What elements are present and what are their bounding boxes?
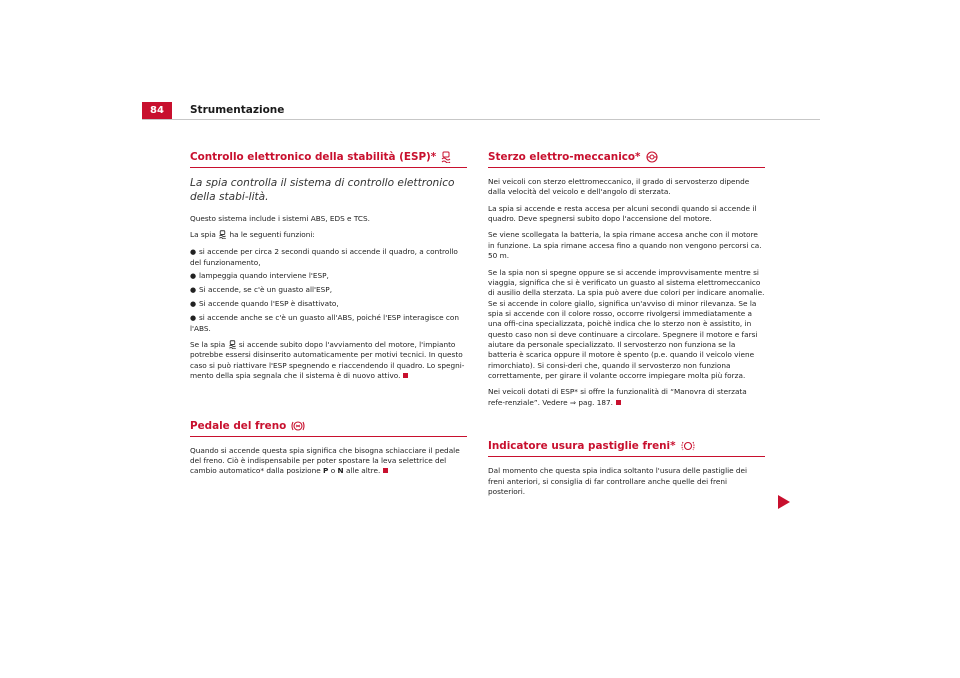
brake-pedal-icon xyxy=(290,420,306,432)
section-spacer xyxy=(488,414,765,440)
steering-warning-icon xyxy=(645,151,659,163)
section-end-icon xyxy=(403,373,408,378)
brake-section-title xyxy=(190,420,467,437)
header-rule xyxy=(142,119,820,120)
esp-paragraph-2 xyxy=(190,230,467,240)
esp-p2-start: La spia xyxy=(190,230,216,240)
brake-pad-wear-icon xyxy=(680,440,696,452)
bullet-icon: ● xyxy=(190,313,197,322)
brake-paragraph-1 xyxy=(190,446,467,477)
brake-p1-end: alle altre. xyxy=(345,466,381,476)
list-item-text: si accende per circa 2 secondi quando si accende il quadro, a controllo del funzionamento, xyxy=(190,246,458,267)
list-item-text: si accende anche se c'è un guasto all'ABS, poiché l'ESP interagisce con l'ABS. xyxy=(190,312,460,333)
esp-p3-start: Se la spia xyxy=(190,340,226,350)
section-end-icon xyxy=(383,468,388,473)
esp-warning-icon xyxy=(218,230,227,239)
steering-title-text: Sterzo elettro-meccanico* xyxy=(488,151,641,163)
esp-lead: La spia controlla il sistema di controllo elettronico della stabi-lità. xyxy=(190,177,455,203)
list-item xyxy=(190,247,467,268)
right-column xyxy=(488,151,765,503)
steering-section-title xyxy=(488,151,765,168)
next-page-arrow-icon[interactable] xyxy=(778,495,790,509)
bullet-icon: ● xyxy=(190,299,197,308)
esp-section-title xyxy=(190,151,467,168)
esp-paragraph-3 xyxy=(190,340,467,381)
gear-p-label: P xyxy=(323,466,329,476)
pads-paragraph-1: Dal momento che questa spia indica soltanto l'usura delle pastiglie dei freni anteriori, si consiglia di far controllare anche quelle dei freni posteriori. xyxy=(488,466,748,496)
page-number: 84 xyxy=(142,102,172,119)
bullet-icon: ● xyxy=(190,247,197,256)
gear-n-label: N xyxy=(337,466,344,476)
steering-paragraph-5 xyxy=(488,387,765,408)
left-column xyxy=(190,151,467,483)
brake-title-text: Pedale del freno xyxy=(190,419,287,432)
brake-p1-text: Quando si accende questa spia significa che bisogna schiacciare il pedale del freno. Ciò è indispensabile per poter spostare la leva selettrice del cambio automatico* dalla posizione xyxy=(190,445,460,476)
list-item-text: Si accende, se c'è un guasto all'ESP, xyxy=(199,284,333,294)
list-item xyxy=(190,271,467,282)
pads-section-title xyxy=(488,440,765,457)
pads-title-text: Indicatore usura pastiglie freni* xyxy=(488,440,676,453)
steering-paragraph-4: Se la spia non si spegne oppure se si accende improvvisamente mentre si viaggia, significa che si è verificato un guasto al sistema elettromeccanico di ausilio della sterzata. La spia può avere due colori per indicare anomalie. Se si accende in colore giallo, significa un'avviso di minor rilevanza. Se la spia si accende con il colore rosso, occorre rivolgersi immediatamente a una offi-cina specializzata, poichè indica che lo sterzo non è assistito, in questo caso non si deve continuare a circolare. Spegnere il motore e farsi aiutare da personale specializzato. Il servosterzo non funziona se la batteria è scarica oppure il motore è spento (p.e. quando il veicolo viene rimorchiato). Si consi-deri che, quando il servosterzo non funziona correttamente, per girare il volante occorre impiegare molta più forza. xyxy=(488,267,765,381)
list-item-text: lampeggia quando interviene l'ESP, xyxy=(199,270,329,280)
section-end-icon xyxy=(616,400,621,405)
brake-p1-conj: o xyxy=(330,466,336,476)
steering-paragraph-2: La spia si accende e resta accesa per alcuni secondi quando si accende il quadro. Deve spegnersi subito dopo l'accensione del motore. xyxy=(488,203,757,224)
section-spacer xyxy=(190,388,467,420)
esp-title-text: Controllo elettronico della stabilità (ESP)* xyxy=(190,151,437,163)
esp-p3-end: si accende subito dopo l'avviamento del motore, l'impianto potrebbe essersi disinserito automaticamente per motivi tecnici. In questo caso si può riattivare l'ESP spegnendo e riaccendendo il quadro. Lo spegni-mento della spia segnala che il sistema è di nuovo attivo. xyxy=(190,340,465,381)
esp-warning-icon xyxy=(440,151,452,163)
list-item xyxy=(190,313,467,334)
steering-paragraph-1: Nei veicoli con sterzo elettromeccanico, il grado di servosterzo dipende dalla velocità del veicolo e dell'angolo di sterzata. xyxy=(488,177,750,197)
steering-p5-text: Nei veicoli dotati di ESP* si offre la funzionalità di “Manovra di sterzata refe-renziale”. Vedere ⇒ pag. 187. xyxy=(488,387,747,407)
chapter-title: Strumentazione xyxy=(190,104,285,116)
esp-functions-list xyxy=(190,247,467,334)
list-item xyxy=(190,285,467,296)
list-item xyxy=(190,299,467,310)
list-item-text: Si accende quando l'ESP è disattivato, xyxy=(199,298,339,308)
steering-paragraph-3: Se viene scollegata la batteria, la spia rimane accesa anche con il motore in funzione. La spia rimane accesa fino a quando non vengono percorsi ca. 50 m. xyxy=(488,230,762,261)
esp-p2-end: ha le seguenti funzioni: xyxy=(229,230,315,240)
bullet-icon: ● xyxy=(190,285,197,294)
bullet-icon: ● xyxy=(190,271,197,280)
esp-warning-icon xyxy=(228,340,237,349)
esp-paragraph-1: Questo sistema include i sistemi ABS, EDS e TCS. xyxy=(190,213,370,223)
